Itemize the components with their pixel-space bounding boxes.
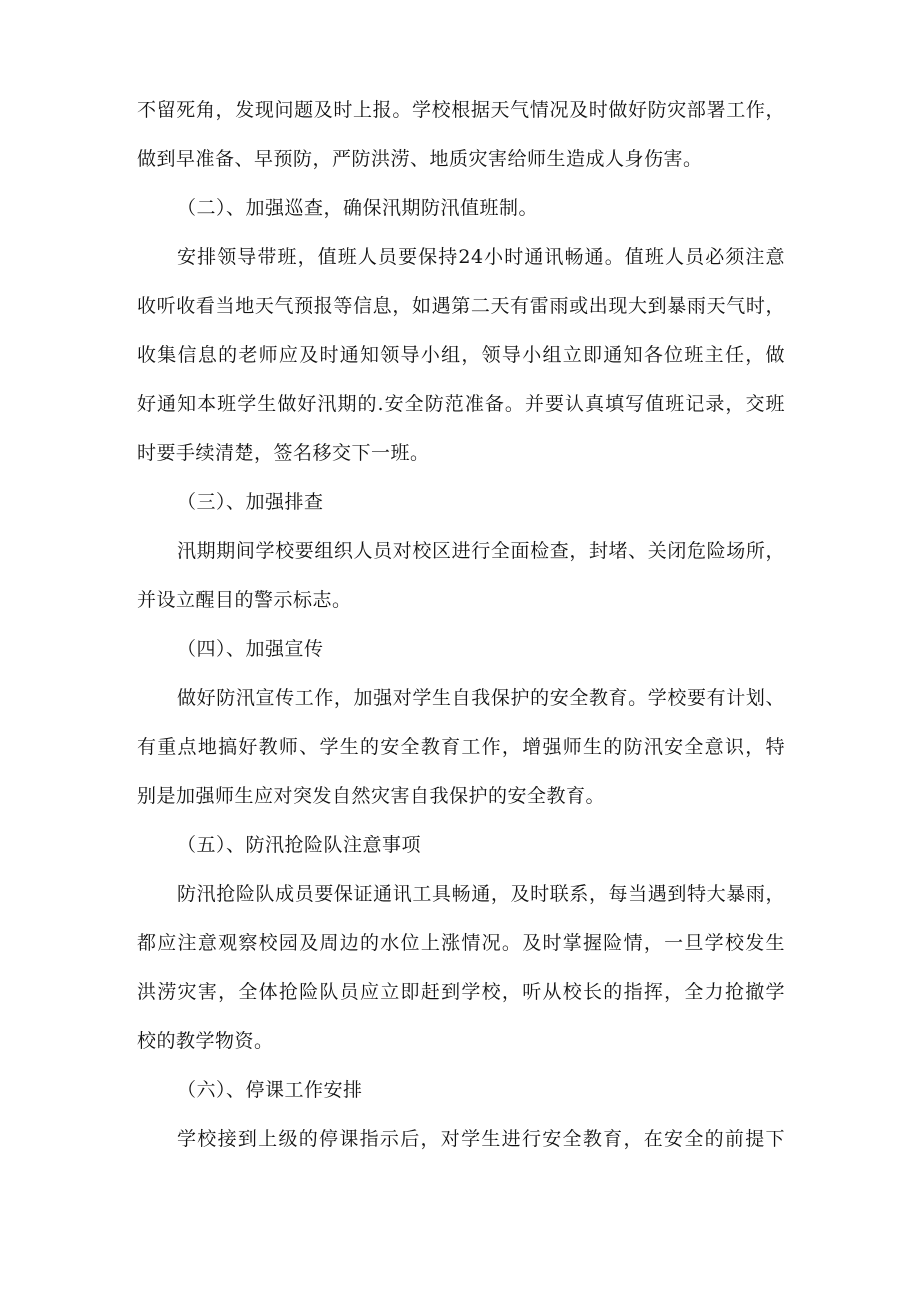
text-line: 洪涝灾害，全体抢险队员应立即赶到学校，听从校长的指挥，全力抢撤学 — [137, 981, 785, 1003]
text-line: 防汛抢险队成员要保证通讯工具畅通，及时联系，每当遇到特大暴雨， — [177, 883, 785, 905]
text-line: 做好防汛宣传工作，加强对学生自我保护的安全教育。学校要有计划、 — [177, 687, 785, 709]
text-line: 汛期期间学校要组织人员对校区进行全面检查，封堵、关闭危险场所， — [177, 540, 785, 562]
text-line: 做到早准备、早预防，严防洪涝、地质灾害给师生造成人身伤害。 — [137, 148, 703, 170]
text-line: （五）、防汛抢险队注意事项 — [177, 834, 422, 856]
text-line: （六）、停课工作安排 — [177, 1079, 363, 1101]
text-line: （四）、加强宣传 — [177, 638, 324, 660]
text-line: 学校接到上级的停课指示后，对学生进行安全教育，在安全的前提下 — [177, 1128, 785, 1150]
text-line: 别是加强师生应对突发自然灾害自我保护的安全教育。 — [137, 785, 606, 807]
text-line: 好通知本班学生做好汛期的.安全防范准备。并要认真填写值班记录，交班 — [137, 393, 785, 415]
text-line: 不留死角，发现问题及时上报。学校根据天气情况及时做好防灾部署工作， — [137, 99, 785, 121]
text-line: 时要手续清楚，签名移交下一班。 — [137, 442, 430, 464]
text-line: 校的教学物资。 — [137, 1030, 274, 1052]
text-line: 并设立醒目的警示标志。 — [137, 589, 352, 611]
text-line: 安排领导带班，值班人员要保持24小时通讯畅通。值班人员必须注意 — [177, 246, 785, 268]
text-line: （三）、加强排查 — [177, 491, 324, 513]
text-line: 都应注意观察校园及周边的水位上涨情况。及时掌握险情，一旦学校发生 — [137, 932, 785, 954]
text-line: 有重点地搞好教师、学生的安全教育工作，增强师生的防汛安全意识，特 — [137, 736, 785, 758]
text-line: 收听收看当地天气预报等信息，如遇第二天有雷雨或出现大到暴雨天气时， — [137, 295, 785, 317]
text-line: （二）、加强巡查，确保汛期防汛值班制。 — [177, 197, 539, 219]
document-body — [137, 86, 785, 1164]
text-line: 收集信息的老师应及时通知领导小组，领导小组立即通知各位班主任，做 — [137, 344, 785, 366]
